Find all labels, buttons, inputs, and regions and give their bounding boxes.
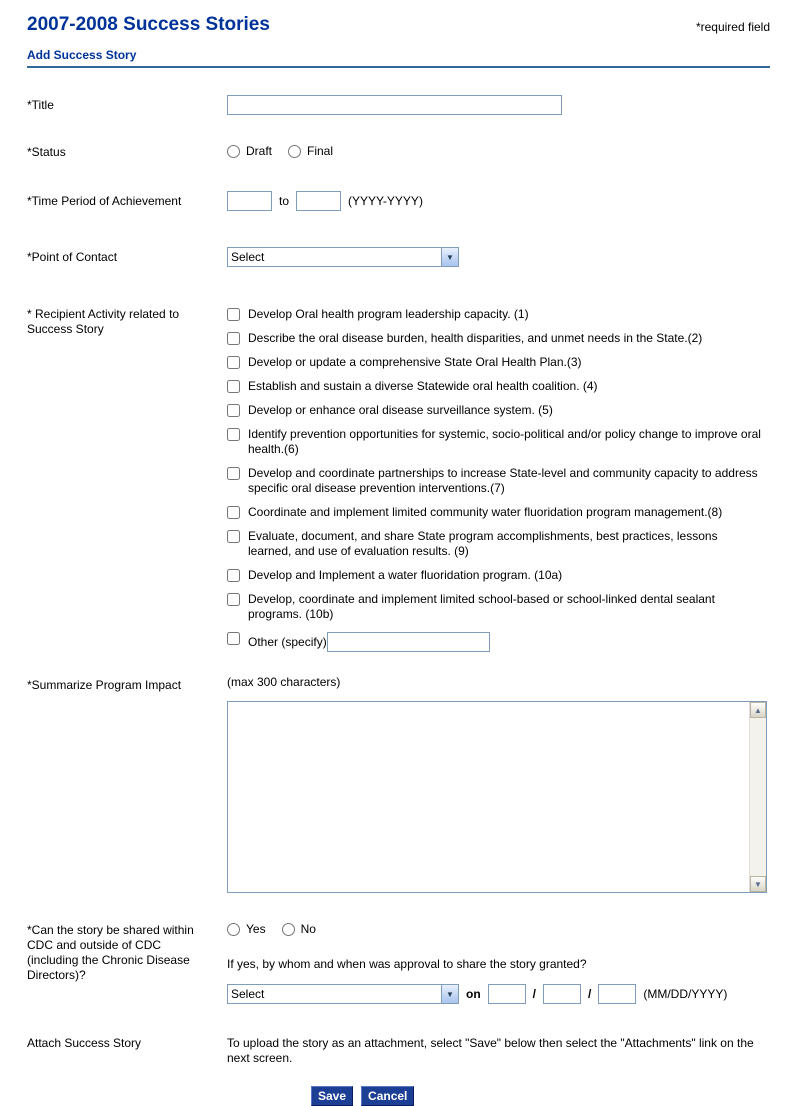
status-label: *Status xyxy=(27,145,66,159)
activity-checkbox-4[interactable] xyxy=(227,380,240,393)
activity-checkbox-2[interactable] xyxy=(227,332,240,345)
share-radio-group xyxy=(227,920,770,936)
time-period-to-text: to xyxy=(279,194,290,208)
activity-option-label: Develop and coordinate partnerships to increase State-level and community capacity to address specific oral disease prevention interventions.(7) xyxy=(248,466,758,495)
date-slash: / xyxy=(588,987,592,1001)
activity-option-row xyxy=(227,505,770,520)
activity-checkbox-6[interactable] xyxy=(227,428,240,441)
success-story-form xyxy=(27,95,770,1106)
activity-checkbox-3[interactable] xyxy=(227,356,240,369)
activity-option-row xyxy=(227,427,770,457)
status-draft-label: Draft xyxy=(246,144,273,158)
impact-textarea[interactable] xyxy=(228,702,749,892)
impact-scrollbar[interactable] xyxy=(749,702,766,892)
activity-option-label: Coordinate and implement limited community water fluoridation program management.(8) xyxy=(248,505,723,519)
activity-checkbox-1[interactable] xyxy=(227,308,240,321)
activity-other-label: Other (specify) xyxy=(248,635,327,649)
time-period-from-input[interactable] xyxy=(227,191,272,211)
activity-checkbox-5[interactable] xyxy=(227,404,240,417)
contact-select[interactable] xyxy=(227,247,459,267)
activity-option-label: Develop and Implement a water fluoridation program. (10a) xyxy=(248,568,563,582)
approver-select[interactable] xyxy=(227,984,459,1004)
approval-day-input[interactable] xyxy=(543,984,581,1004)
activity-option-row xyxy=(227,331,770,346)
attach-row xyxy=(27,1033,770,1066)
activity-other-row xyxy=(227,631,770,652)
time-period-row xyxy=(27,191,770,211)
activity-other-checkbox[interactable] xyxy=(227,632,240,645)
activity-checkbox-list xyxy=(227,304,770,652)
activity-option-label: Evaluate, document, and share State program accomplishments, best practices, lessons learned, and use of evaluation results. (9) xyxy=(248,529,718,558)
share-yes-label: Yes xyxy=(246,922,266,936)
impact-label: *Summarize Program Impact xyxy=(27,678,182,692)
activity-checkbox-9[interactable] xyxy=(227,530,240,543)
status-radio-group xyxy=(227,142,770,158)
activity-row xyxy=(27,304,770,652)
activity-option-row xyxy=(227,466,770,496)
activity-option-label: Develop Oral health program leadership capacity. (1) xyxy=(248,307,529,321)
share-no-label: No xyxy=(300,922,316,936)
title-input[interactable] xyxy=(227,95,562,115)
activity-option-label: Develop, coordinate and implement limited school-based or school-linked dental sealant programs. (10b) xyxy=(248,592,715,621)
approver-select-value: Select xyxy=(231,987,265,1001)
activity-checkbox-10b[interactable] xyxy=(227,593,240,606)
activity-option-label: Develop or update a comprehensive State Oral Health Plan.(3) xyxy=(248,355,582,369)
contact-label: *Point of Contact xyxy=(27,250,118,264)
status-draft-radio[interactable] xyxy=(227,145,240,158)
activity-option-row xyxy=(227,592,770,622)
required-field-note: *required field xyxy=(695,20,770,34)
approval-question: If yes, by whom and when was approval to share the story granted? xyxy=(227,957,587,971)
page-title: 2007-2008 Success Stories xyxy=(27,14,270,35)
form-buttons xyxy=(311,1086,770,1106)
activity-option-row xyxy=(227,403,770,418)
status-row xyxy=(27,142,770,160)
attach-label: Attach Success Story xyxy=(27,1036,142,1050)
chevron-down-icon: ▼ xyxy=(441,248,458,266)
activity-option-label: Establish and sustain a diverse Statewide oral health coalition. (4) xyxy=(248,379,598,393)
activity-other-input[interactable] xyxy=(327,632,490,652)
impact-hint: (max 300 characters) xyxy=(227,675,341,689)
impact-textarea-wrap xyxy=(227,701,767,893)
scroll-down-icon[interactable]: ▼ xyxy=(750,876,766,892)
activity-checkbox-10a[interactable] xyxy=(227,569,240,582)
time-period-label: *Time Period of Achievement xyxy=(27,194,182,208)
activity-option-label: Describe the oral disease burden, health disparities, and unmet needs in the State.(2) xyxy=(248,331,703,345)
share-label: *Can the story be shared within CDC and outside of CDC (including the Chronic Disease Directors)? xyxy=(27,923,194,982)
scroll-up-icon[interactable]: ▲ xyxy=(750,702,766,718)
activity-option-label: Identify prevention opportunities for systemic, socio-political and/or policy change to improve oral health.(6) xyxy=(248,427,761,456)
contact-row xyxy=(27,247,770,267)
activity-option-row xyxy=(227,379,770,394)
contact-select-value: Select xyxy=(231,250,265,264)
status-final-label: Final xyxy=(307,144,334,158)
impact-row xyxy=(27,675,770,893)
time-period-format-hint: (YYYY-YYYY) xyxy=(348,194,423,208)
page-header xyxy=(27,14,770,36)
activity-option-row xyxy=(227,568,770,583)
activity-option-row xyxy=(227,355,770,370)
time-period-to-input[interactable] xyxy=(296,191,341,211)
activity-option-row xyxy=(227,307,770,322)
share-yes-radio[interactable] xyxy=(227,923,240,936)
activity-label: * Recipient Activity related to Success Story xyxy=(27,307,180,336)
title-label: *Title xyxy=(27,98,54,112)
approval-date-format-hint: (MM/DD/YYYY) xyxy=(643,987,728,1001)
breadcrumb-add-success-story: Add Success Story xyxy=(27,48,770,68)
status-final-radio[interactable] xyxy=(288,145,301,158)
attach-instructions: To upload the story as an attachment, select "Save" below then select the "Attachments" link on the next screen. xyxy=(227,1036,754,1065)
save-button[interactable]: Save xyxy=(311,1086,353,1106)
activity-option-row xyxy=(227,529,770,559)
share-no-radio[interactable] xyxy=(282,923,295,936)
date-slash: / xyxy=(532,987,537,1001)
activity-checkbox-8[interactable] xyxy=(227,506,240,519)
title-row xyxy=(27,95,770,115)
approval-date-line xyxy=(227,984,770,1004)
cancel-button[interactable]: Cancel xyxy=(361,1086,414,1106)
chevron-down-icon: ▼ xyxy=(441,985,458,1003)
approval-on-text: on xyxy=(466,987,481,1001)
approval-month-input[interactable] xyxy=(488,984,526,1004)
share-row xyxy=(27,920,770,1004)
activity-checkbox-7[interactable] xyxy=(227,467,240,480)
approval-year-input[interactable] xyxy=(598,984,636,1004)
activity-option-label: Develop or enhance oral disease surveillance system. (5) xyxy=(248,403,553,417)
